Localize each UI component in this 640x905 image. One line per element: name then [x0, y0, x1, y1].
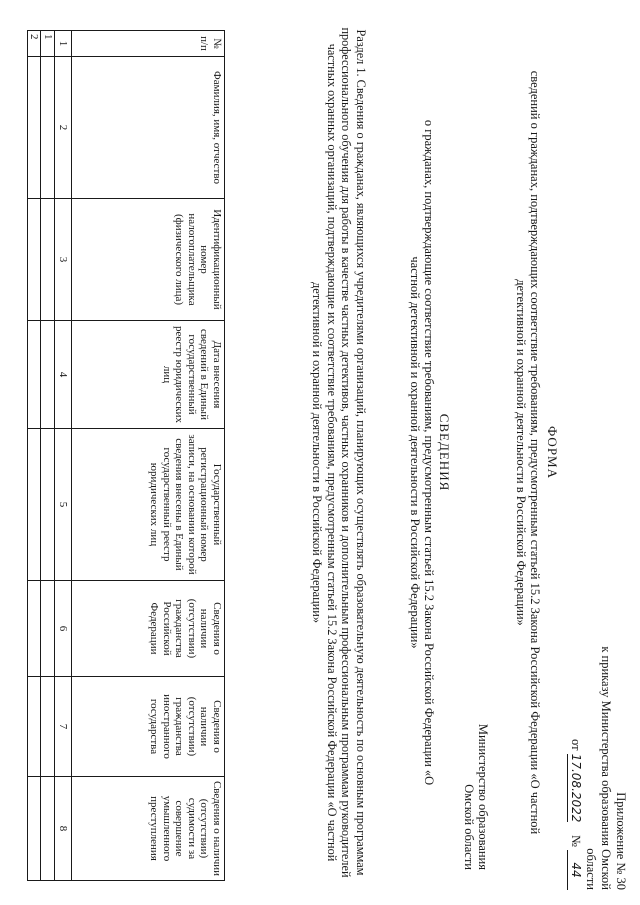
forma-title: ФОРМА: [545, 426, 560, 479]
column-number-row: [55, 31, 72, 881]
recipient-block: [462, 640, 490, 870]
column-number: 1: [55, 31, 72, 57]
column-number: 8: [55, 777, 72, 881]
appendix-order-reference: к приказу Министерства образования Омской области: [584, 646, 613, 890]
appendix-date-line: [567, 620, 583, 890]
empty-cell: [28, 677, 42, 777]
column-number: 2: [55, 57, 72, 199]
empty-cell: [28, 199, 42, 321]
header-rf-citizenship: Сведения о наличии (отсутствии) гражданства Российской Федерации: [72, 581, 225, 677]
number-label: №: [569, 834, 583, 847]
column-number: 7: [55, 677, 72, 777]
row-number: 2: [28, 31, 42, 57]
empty-cell: [41, 321, 55, 429]
empty-cell: [41, 199, 55, 321]
section-1-heading: Раздел 1. Сведения о гражданах, являющихся учредителями организаций, планирующих осуществлять образовательную деятельность по основным программам профессионального обучения для работы в качестве частных детективов, частных охранников и дополнительным профессиональным программам руководителей частных охранных организаций, подтверждающие их соответствие требованиям, предусмотренным статьей 15.2 Закона Российской Федерации «О частной детективной и охранной деятельности в Российской Федерации»: [310, 27, 368, 878]
header-registration-number: Государственный регистрационный номер записи, на основании которой сведения внесены в Единый государственный реестр юридических лиц: [72, 429, 225, 581]
header-inn: Идентификационный номер налогоплательщика (физического лица): [72, 199, 225, 321]
appendix-number: Приложение № 30: [614, 792, 628, 890]
recipient-line-1: Министерство образования: [476, 723, 490, 870]
header-number: № п/п: [72, 31, 225, 57]
empty-cell: [28, 429, 42, 581]
appendix-header: [567, 620, 628, 890]
table-row: [28, 31, 42, 881]
from-label: от: [569, 739, 583, 751]
svedeniya-title: СВЕДЕНИЯ: [437, 413, 452, 492]
header-full-name: Фамилия, имя, отчество: [72, 57, 225, 199]
empty-cell: [41, 57, 55, 199]
empty-cell: [41, 429, 55, 581]
forma-description: сведений о гражданах, подтверждающих соответствие требованиям, предусмотренным статьей 15.2 Закона Российской Федерации «О частной детективной и охранной деятельности в Российской Федерации»: [514, 70, 542, 835]
table-row: [41, 31, 55, 881]
handwritten-number: 44: [567, 850, 583, 890]
header-foreign-citizenship: Сведения о наличии (отсутствии) гражданства иностранного государства: [72, 677, 225, 777]
empty-cell: [28, 321, 42, 429]
recipient-line-2: Омской области: [462, 784, 476, 870]
empty-cell: [41, 777, 55, 881]
svedeniya-description: о гражданах, подтверждающие соответствие требованиям, предусмотренным статьей 15.2 Закона Российской Федерации «О частной детективной и охранной деятельности в Российской Федерации»: [408, 119, 436, 786]
empty-cell: [41, 677, 55, 777]
column-number: 3: [55, 199, 72, 321]
empty-cell: [28, 581, 42, 677]
column-number: 4: [55, 321, 72, 429]
handwritten-date: 17.08.2022: [569, 753, 583, 823]
row-number: 1: [41, 31, 55, 57]
table-header-row: [72, 31, 225, 881]
empty-cell: [28, 777, 42, 881]
header-egrul-date: Дата внесения сведений в Единый государственный реестр юридических лиц: [72, 321, 225, 429]
header-criminal-record: Сведения о наличии (отсутствии) судимости за совершение умышленного преступления: [72, 777, 225, 881]
column-number: 6: [55, 581, 72, 677]
founders-table: [27, 30, 225, 881]
empty-cell: [41, 581, 55, 677]
column-number: 5: [55, 429, 72, 581]
empty-cell: [28, 57, 42, 199]
